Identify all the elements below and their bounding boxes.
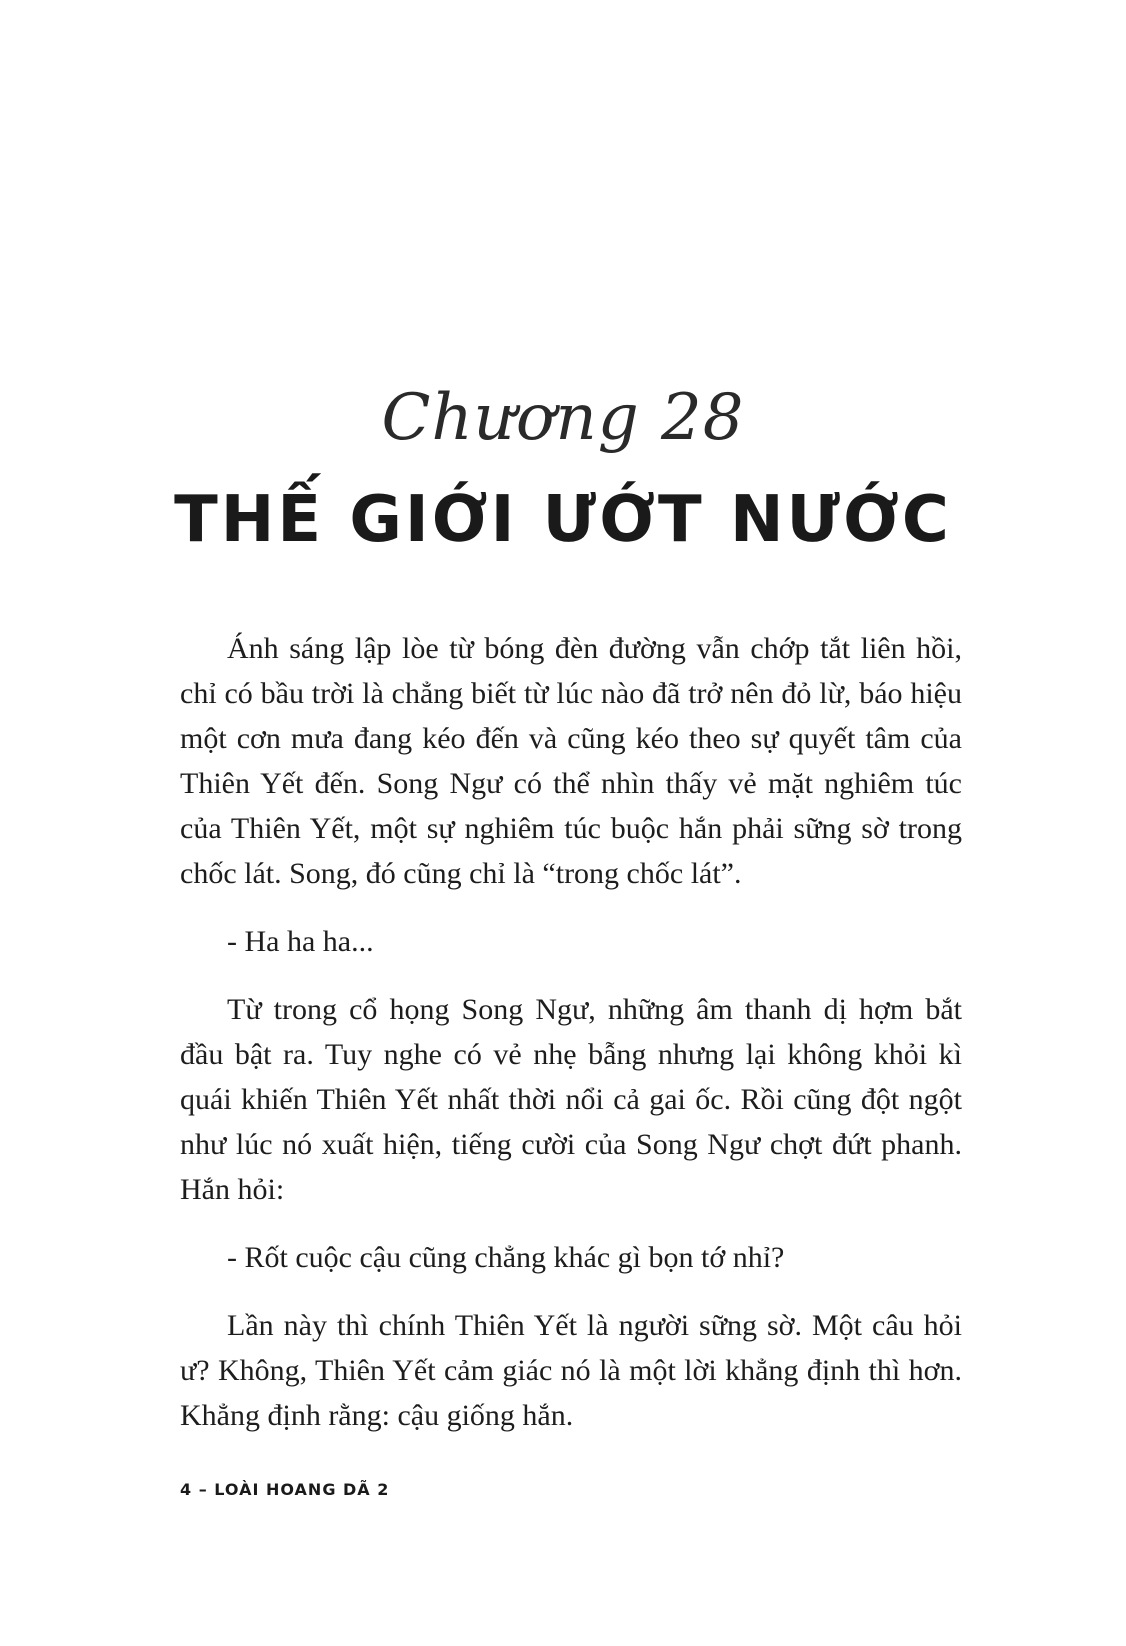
chapter-title: THẾ GIỚI ƯỚT NƯỚC: [174, 483, 952, 557]
chapter-number: Chương 28: [381, 381, 745, 455]
paragraph: Ánh sáng lập lòe từ bóng đèn đường vẫn chớp tắt liên hồi, chỉ có bầu trời là chẳng biết từ lúc nào đã trở nên đỏ lừ, báo hiệu một cơn mưa đang kéo đến và cũng kéo theo sự quyết tâm của Thiên Yết đến. Song Ngư có thể nhìn thấy vẻ mặt nghiêm túc của Thiên Yết, một sự nghiêm túc buộc hắn phải sững sờ trong chốc lát. Song, đó cũng chỉ là “trong chốc lát”.: [180, 632, 962, 890]
paragraph: Lần này thì chính Thiên Yết là người sững sờ. Một câu hỏi ư? Không, Thiên Yết cảm giác nó là một lời khẳng định thì hơn. Khẳng định rằng: cậu giống hắn.: [180, 1309, 962, 1432]
page-footer: 4 – LOÀI HOANG DÃ 2: [180, 1480, 390, 1499]
dialogue-line: - Ha ha ha...: [227, 925, 374, 958]
paragraph: Từ trong cổ họng Song Ngư, những âm thanh dị hợm bắt đầu bật ra. Tuy nghe có vẻ nhẹ bẫng nhưng lại không khỏi kì quái khiến Thiên Yết nhất thời nổi cả gai ốc. Rồi cũng đột ngột như lúc nó xuất hiện, tiếng cười của Song Ngư chợt đứt phanh. Hắn hỏi:: [180, 993, 962, 1206]
dialogue-line: - Rốt cuộc cậu cũng chẳng khác gì bọn tớ nhỉ?: [227, 1241, 785, 1274]
chapter-body: [180, 626, 962, 1461]
